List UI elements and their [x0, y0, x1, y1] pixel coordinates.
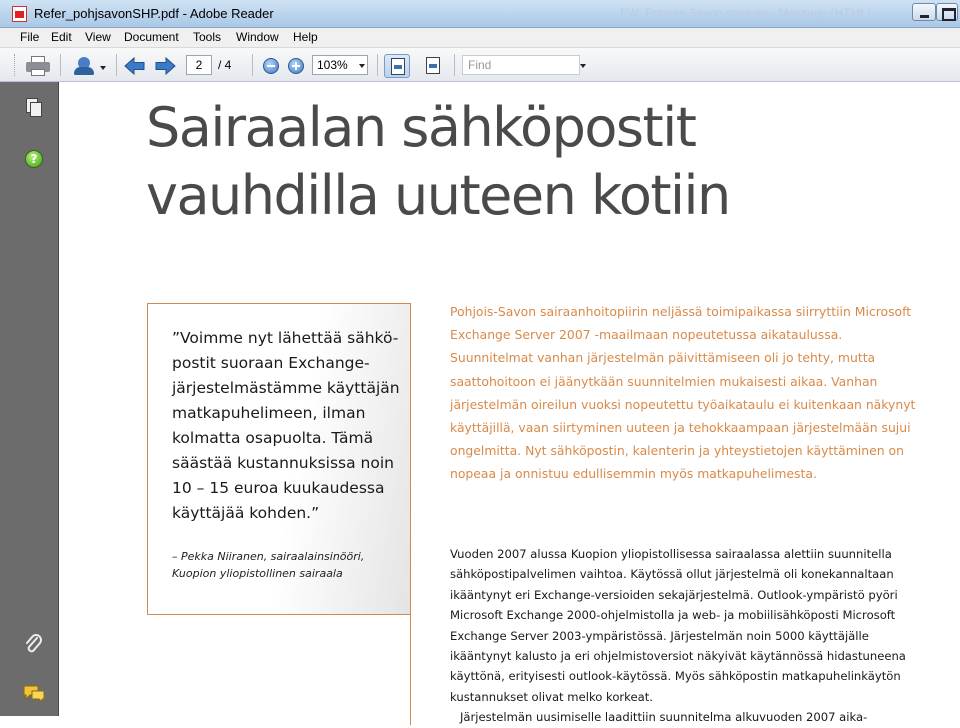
- find-dropdown-chevron-icon[interactable]: [580, 64, 586, 68]
- column-divider: [410, 615, 411, 725]
- title-bar: [0, 0, 960, 28]
- minimize-button[interactable]: [912, 3, 936, 21]
- navigation-panel: [0, 82, 59, 716]
- zoom-level-select[interactable]: 103%: [312, 55, 368, 75]
- quote-attribution: – Pekka Niiranen, sairaalainsinööri, Kuopion yliopistollinen sairaala: [172, 550, 365, 580]
- toolbar-separator: [60, 54, 61, 76]
- body-paragraph: Vuoden 2007 alussa Kuopion yliopistollisessa sairaalassa alettiin suunnitella sähköpostipalvelimen vaihtoa. Käytössä ollut järjestelmä oli konekannaltaan ikääntynyt eri Exchange-versioiden sekajärjestelmä. Outlook-ympäristö pyöri Microsoft Exchange 2000-ohjelmistolla ja web- ja mobiilisähköposti Microsoft Exchange Server 2003-ympäristössä. Järjestelmän noin 5000 käyttäjälle ikääntynyt kalusto ja eri ohjelmistoversiot näkyivät käytännössä hidastuneena käyttönä, erityisesti outlook-käytössä. Myös sähköpostin matkapuhelinkäytön kustannukset olivat melko korkeat.: [450, 547, 906, 704]
- menu-tools[interactable]: Tools: [193, 30, 222, 44]
- menu-document[interactable]: Document: [124, 30, 179, 44]
- article-headline: [146, 94, 730, 230]
- menu-help[interactable]: Help: [293, 30, 318, 44]
- toolbar-separator: [252, 54, 253, 76]
- menu-file[interactable]: File: [20, 30, 40, 44]
- zoom-out-icon[interactable]: [263, 58, 279, 74]
- zoom-in-icon[interactable]: [288, 58, 304, 74]
- help-icon[interactable]: ?: [25, 150, 43, 168]
- body-text: [450, 544, 918, 728]
- toolbar: [0, 48, 960, 82]
- page-total: / 4: [218, 58, 232, 72]
- comments-icon[interactable]: [22, 684, 46, 704]
- toolbar-separator: [377, 54, 378, 76]
- pages-icon[interactable]: [26, 98, 42, 118]
- document-page: [60, 82, 960, 725]
- collaborate-icon[interactable]: [72, 55, 96, 77]
- menu-bar: [0, 28, 960, 48]
- pdf-file-icon: [12, 6, 27, 22]
- zoom-dropdown-chevron-icon[interactable]: [359, 64, 365, 68]
- fit-page-button[interactable]: [420, 54, 446, 78]
- menu-view[interactable]: View: [85, 30, 111, 44]
- chevron-down-icon[interactable]: [100, 66, 106, 70]
- page-number-input[interactable]: 2: [186, 55, 212, 75]
- pull-quote: ”Voimme nyt lähettää sähkö-postit suoraan Exchange-järjestelmästämme käyttäjän matkapuhelimeen, ilman kolmatta osapuolta. Tämä säästää kustannuksissa noin 10 – 15 euroa kuukaudessa käyttäjää kohden.”: [172, 329, 400, 522]
- background-window-title: FW: Pohjois-Savon sairaala - Message (HTML): [620, 6, 872, 20]
- print-icon[interactable]: [26, 56, 50, 76]
- headline-line-1: Sairaalan sähköpostit: [146, 96, 696, 159]
- pull-quote-box: [147, 303, 411, 615]
- lead-paragraph: Pohjois-Savon sairaanhoitopiirin neljässä toimipaikassa siirryttiin Microsoft Exchange Server 2007 -maailmaan nopeutetussa aikataulussa. Suunnitelmat vanhan järjestelmän päivittämiseen oli jo tehty, mutta saattohoitoon ei jäänytkään suunnitelmien mukaisesti aikaa. Vanhan järjestelmän oireilun vuoksi nopeutettu työaikataulu ei kuitenkaan näkynyt käyttäjillä, vaan siirtyminen uuteen ja tehokkaampaan järjestelmään sujui ongelmitta. Nyt sähköpostin, kalenterin ja yhteystietojen käyttäminen on nopeaa ja onnistuu edullisemmin myös matkapuhelimesta.: [450, 304, 916, 482]
- fit-width-button[interactable]: [384, 54, 410, 78]
- next-page-icon[interactable]: [154, 57, 176, 75]
- maximize-button[interactable]: [936, 3, 958, 21]
- previous-page-icon[interactable]: [124, 57, 146, 75]
- menu-edit[interactable]: Edit: [51, 30, 72, 44]
- headline-line-2: vauhdilla uuteen kotiin: [146, 164, 730, 227]
- toolbar-grip[interactable]: [14, 54, 16, 76]
- toolbar-separator: [454, 54, 455, 76]
- attachments-icon[interactable]: [24, 634, 44, 656]
- toolbar-separator: [116, 54, 117, 76]
- menu-window[interactable]: Window: [236, 30, 279, 44]
- window-title: Refer_pohjsavonSHP.pdf - Adobe Reader: [34, 6, 274, 21]
- body-paragraph-continued: Järjestelmän uusimiselle laadittiin suunnitelma alkuvuoden 2007 aika-: [460, 710, 868, 725]
- find-input[interactable]: Find: [462, 55, 580, 75]
